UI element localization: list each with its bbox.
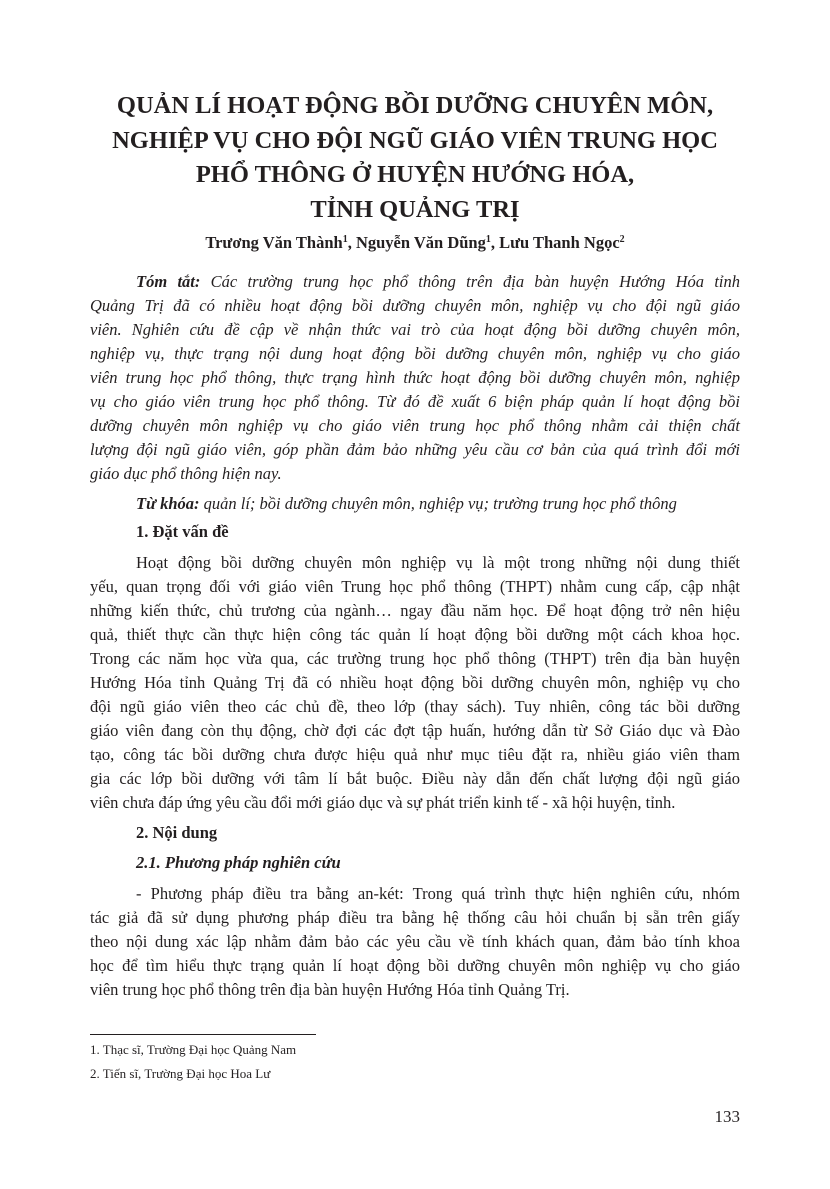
keywords-line bbox=[136, 492, 740, 516]
body-line: Hoạt động bồi dưỡng chuyên môn nghiệp vụ là một trong những nội dung thiết bbox=[136, 553, 740, 572]
keywords-label: Từ khóa: bbox=[136, 494, 200, 513]
section-heading: 1. Đặt vấn đề bbox=[136, 522, 229, 541]
author-affiliation-mark: 1 bbox=[485, 234, 491, 245]
body-line: theo nội dung xác lập nhằm đảm bảo các yêu cầu về tính khách quan, đảm bảo tính khoa bbox=[90, 932, 740, 951]
body-line: quả, thiết thực cần thực hiện công tác quản lí hoạt động bồi dưỡng một cách khoa học. bbox=[90, 625, 740, 644]
title-line: QUẢN LÍ HOẠT ĐỘNG BỒI DƯỠNG CHUYÊN MÔN, bbox=[116, 92, 714, 119]
body-line: những kiến thức, chủ trương của ngành… ngay đầu năm học. Để hoạt động trở nên hiệu bbox=[90, 601, 740, 620]
author-separator: , bbox=[347, 233, 356, 252]
section-heading: 2. Nội dung bbox=[136, 823, 218, 842]
author-name: Trương Văn Thành bbox=[205, 233, 343, 252]
keywords-text: quản lí; bồi dưỡng chuyên môn, nghiệp vụ; trường trung học phổ thông bbox=[199, 494, 677, 513]
abstract-line: Tóm tắt: Các trường trung học phổ thông trên địa bàn huyện Hướng Hóa tỉnh bbox=[136, 272, 741, 291]
body-line: học để tìm hiểu thực trạng quản lí hoạt động bồi dưỡng chuyên môn nghiệp vụ cho giáo bbox=[90, 956, 740, 975]
abstract-line: Quảng Trị đã có nhiều hoạt động bồi dưỡng chuyên môn, nghiệp vụ cho đội ngũ giáo bbox=[90, 296, 740, 315]
body-line: Hướng Hóa tỉnh Quảng Trị đã có nhiều hoạt động bồi dưỡng chuyên môn, nghiệp vụ cho bbox=[90, 673, 740, 692]
body-line: tác giả đã sử dụng phương pháp điều tra bằng hệ thống câu hỏi chuẩn bị sẵn trên giấy bbox=[90, 908, 740, 927]
paper-title bbox=[90, 89, 740, 227]
footnote: 1. Thạc sĩ, Trường Đại học Quảng Nam bbox=[90, 1042, 297, 1057]
abstract-line: viên. Nghiên cứu đề cập về nhận thức vai trò của hoạt động bồi dưỡng chuyên môn, bbox=[90, 320, 740, 339]
abstract-line: lượng đội ngũ giáo viên, góp phần đảm bảo những yêu cầu cơ bản của quá trình đổi mới bbox=[90, 440, 740, 459]
page-number: 133 bbox=[714, 1107, 740, 1126]
author-name: Nguyễn Văn Dũng bbox=[355, 233, 486, 252]
abstract-line: viên trung học phổ thông, thực trạng hình thức hoạt động bồi dưỡng chuyên môn, nghiệp bbox=[90, 368, 740, 387]
author-name: Lưu Thanh Ngọc bbox=[499, 233, 620, 252]
footnote-divider bbox=[90, 1034, 316, 1035]
body-line: viên trung học phổ thông trên địa bàn huyện Hướng Hóa tỉnh Quảng Trị. bbox=[90, 980, 570, 999]
body-line: Trong các năm học vừa qua, các trường trung học phổ thông (THPT) trên địa bàn huyện bbox=[90, 649, 740, 668]
abstract-line: giáo dục phổ thông hiện nay. bbox=[90, 464, 282, 483]
title-line: PHỔ THÔNG Ở HUYỆN HƯỚNG HÓA, bbox=[195, 161, 635, 188]
author-separator: , bbox=[490, 233, 500, 252]
body-line: giáo viên đang còn thụ động, chờ đợi các đợt tập huấn, hướng dẫn từ Sở Giáo dục và Đào bbox=[90, 721, 740, 740]
body-line: - Phương pháp điều tra bằng an-két: Trong quá trình thực hiện nghiên cứu, nhóm bbox=[136, 884, 740, 903]
abstract-label: Tóm tắt: bbox=[136, 272, 201, 291]
body-line: yếu, quan trọng đối với giáo viên Trung học phổ thông (THPT) nhằm cung cấp, cập nhật bbox=[90, 577, 740, 596]
author-affiliation-mark: 1 bbox=[342, 234, 348, 245]
author-affiliation-mark: 2 bbox=[619, 234, 625, 245]
footnote: 2. Tiến sĩ, Trường Đại học Hoa Lư bbox=[90, 1066, 271, 1081]
body-line: tạo, công tác bồi dưỡng chưa được hiệu quả như mục tiêu đặt ra, nhiều giáo viên tham bbox=[90, 745, 740, 764]
title-line: TỈNH QUẢNG TRỊ bbox=[310, 195, 520, 223]
body-line: gia các lớp bồi dưỡng với tâm lí bắt buộc. Điều này dẫn đến chất lượng đội ngũ giáo bbox=[90, 769, 740, 788]
title-line: NGHIỆP VỤ CHO ĐỘI NGŨ GIÁO VIÊN TRUNG HỌC bbox=[112, 126, 718, 154]
subsection-heading: 2.1. Phương pháp nghiên cứu bbox=[136, 853, 341, 872]
abstract-line: nghiệp vụ, thực trạng nội dung hoạt động bồi dưỡng chuyên môn, nghiệp vụ cho giáo bbox=[90, 344, 740, 363]
abstract-line: dưỡng chuyên môn nghiệp vụ cho giáo viên trung học phổ thông nhằm cải thiện chất bbox=[90, 416, 740, 435]
author-list bbox=[90, 232, 740, 254]
abstract-line: vụ cho giáo viên trung học phổ thông. Từ đó đề xuất 6 biện pháp quản lí hoạt động bồi bbox=[90, 392, 740, 411]
body-line: đội ngũ giáo viên theo các chủ đề, theo lớp (thay sách). Tuy nhiên, công tác bồi dưỡng bbox=[90, 697, 740, 716]
body-line: viên chưa đáp ứng yêu cầu đổi mới giáo dục và sự phát triển kinh tế - xã hội huyện, tỉnh. bbox=[90, 793, 676, 812]
